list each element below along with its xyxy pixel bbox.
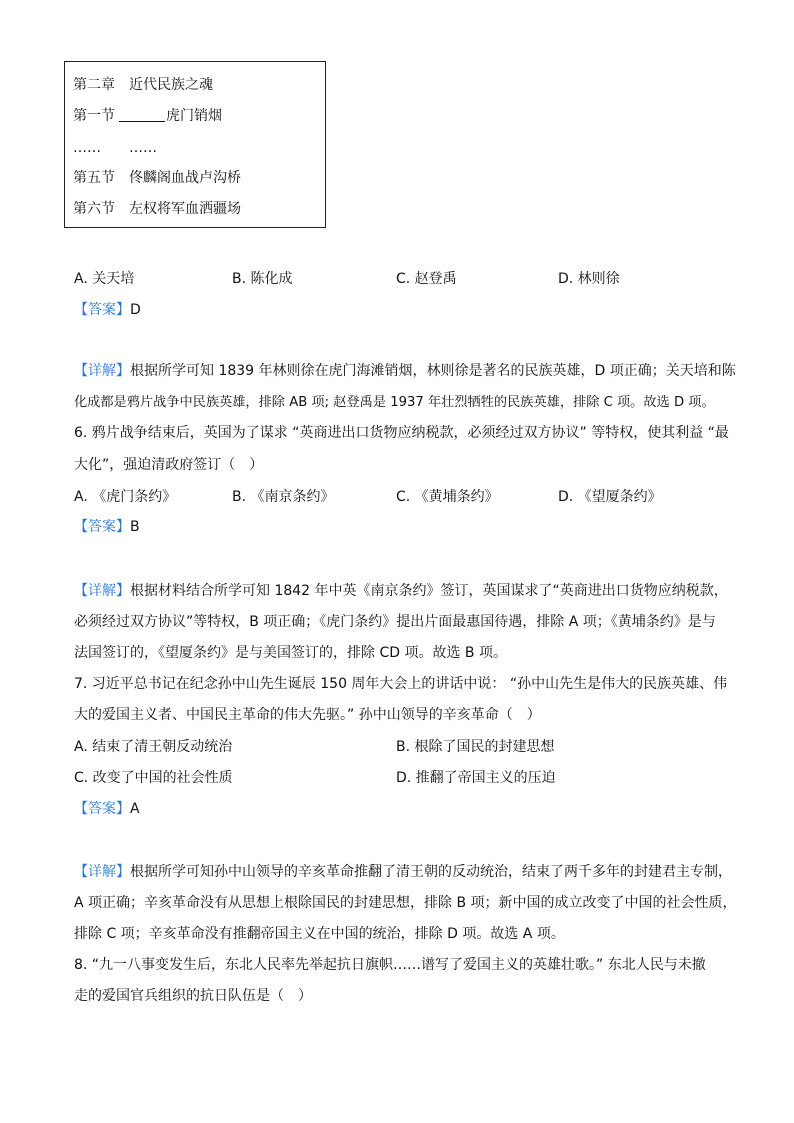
q5-option-b: B. 陈化成 <box>232 271 293 287</box>
q6-answer: 【答案】B <box>74 519 140 535</box>
q5-option-d: D. 林则徐 <box>558 271 620 287</box>
q6-option-d: D. 《望厦条约》 <box>558 489 662 505</box>
q5-detail-line-1: 【详解】根据所学可知 1839 年林则徐在虎门海滩销烟，林则徐是著名的民族英雄，D 项正确；关天培和陈 <box>74 363 736 379</box>
q7-answer: 【答案】A <box>74 801 140 817</box>
q5-answer: 【答案】D <box>74 302 141 318</box>
q6-option-b: B. 《南京条约》 <box>232 489 335 505</box>
q7-option-a: A. 结束了清王朝反动统治 <box>74 739 233 755</box>
q8-stem-line-1: 8. “九一八事变发生后，东北人民率先举起抗日旗帜……谱写了爱国主义的英雄壮歌。” 东北人民与未撤 <box>74 957 706 973</box>
q8-stem-line-2: 走的爱国官兵组织的抗日队伍是（ ） <box>74 988 312 1004</box>
q6-detail-line-1: 【详解】根据材料结合所学可知 1842 年中英《南京条约》签订，英国谋求了“英商进出口货物应纳税款， <box>74 583 728 599</box>
q6-option-c: C. 《黄埔条约》 <box>396 489 499 505</box>
q5-detail-line-2: 化成都是鸦片战争中民族英雄，排除 AB 项; 赵登禹是 1937 年壮烈牺牲的民族英雄，排除 C 项。故选 D 项。 <box>74 395 715 410</box>
q7-stem-line-1: 7. 习近平总书记在纪念孙中山先生诞辰 150 周年大会上的讲话中说： “孙中山先生是伟大的民族英雄、伟 <box>74 676 728 692</box>
box-ellipsis: …… …… <box>73 140 157 156</box>
q7-stem-line-2: 大的爱国主义者、中国民主革命的伟大先驱。” 孙中山领导的辛亥革命（ ） <box>74 707 541 723</box>
q5-option-c: C. 赵登禹 <box>396 271 457 287</box>
q7-option-c: C. 改变了中国的社会性质 <box>74 770 233 786</box>
q6-detail-line-2: 必须经过双方协议”等特权，B 项正确；《虎门条约》提出片面最惠国待遇，排除 A 项；《黄埔条约》是与 <box>74 614 716 630</box>
q5-option-a: A. 关天培 <box>74 271 135 287</box>
q6-stem-line-1: 6. 鸦片战争结束后，英国为了谋求 “英商进出口货物应纳税款，必须经过双方协议” 等特权，使其利益 “最 <box>74 425 729 441</box>
q6-detail-line-3: 法国签订的，《望厦条约》是与美国签订的，排除 CD 项。故选 B 项。 <box>74 645 507 661</box>
reading-box <box>64 61 326 228</box>
fill-blank <box>119 108 165 122</box>
q7-detail-line-1: 【详解】根据所学可知孙中山领导的辛亥革命推翻了清王朝的反动统治，结束了两千多年的封建君主专制， <box>74 864 732 880</box>
q7-detail-line-2: A 项正确；辛亥革命没有从思想上根除国民的封建思想，排除 B 项；新中国的成立改变了中国的社会性质， <box>74 895 737 911</box>
q7-option-d: D. 推翻了帝国主义的压迫 <box>396 770 556 786</box>
q7-detail-line-3: 排除 C 项；辛亥革命没有推翻帝国主义在中国的统治，排除 D 项。故选 A 项。 <box>74 926 565 942</box>
q6-option-a: A. 《虎门条约》 <box>74 489 177 505</box>
box-section-1: 第一节 虎门销烟 <box>73 108 222 124</box>
q6-stem-line-2: 大化”，强迫清政府签订（ ） <box>74 457 264 473</box>
q7-option-b: B. 根除了国民的封建思想 <box>396 739 555 755</box>
box-chapter: 第二章 近代民族之魂 <box>73 77 213 93</box>
box-section-6: 第六节 左权将军血洒疆场 <box>73 201 241 217</box>
box-section-5: 第五节 佟麟阁血战卢沟桥 <box>73 170 241 186</box>
